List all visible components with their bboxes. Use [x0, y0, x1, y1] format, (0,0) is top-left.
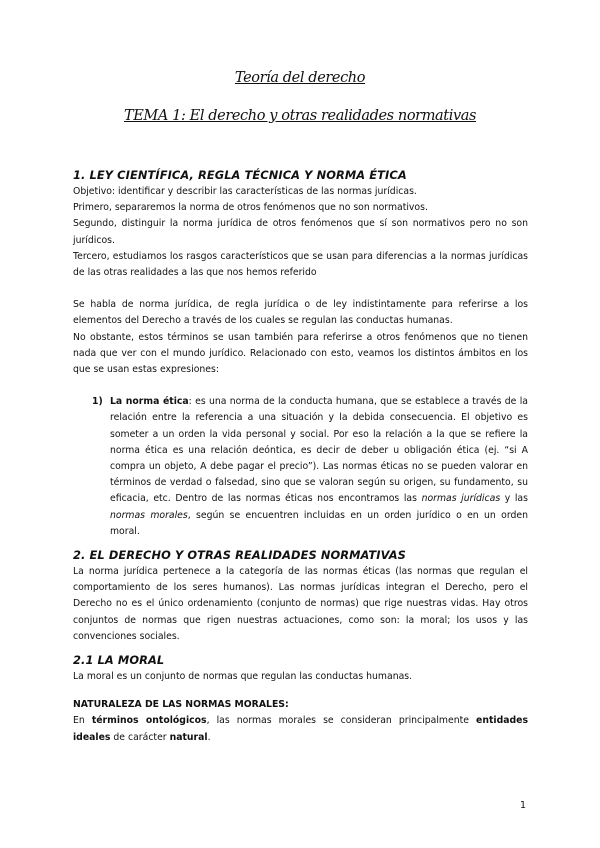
paragraph: No obstante, estos términos se usan también para referirse a otros fenómenos que no tienen nada que ver con el mundo jurídico. Relacionado con esto, veamos los distintos ámbitos en los que se usan estas expresiones: — [73, 331, 528, 376]
document-subtitle: TEMA 1: El derecho y otras realidades normativas — [123, 108, 477, 124]
list-item — [73, 394, 528, 540]
section-2-heading: 2. EL DERECHO Y OTRAS REALIDADES NORMATIVAS — [73, 548, 406, 563]
term-bold: natural — [169, 731, 208, 743]
paragraph: La norma jurídica pertenece a la categoría de las normas éticas (las normas que regulan el comportamiento de los seres humanos). Las normas jurídicas integran el Derecho, pero el Derecho no es el único ordenamiento (conjunto de normas) que rige nuestras vidas. Hay otros conjuntos de normas que rigen nuestras actuaciones, como son: la moral; los usos y las convenciones sociales. — [73, 566, 528, 642]
document-title: Teoría del derecho — [234, 70, 366, 86]
term-italic: normas jurídicas — [421, 493, 501, 505]
paragraph: Primero, separaremos la norma de otros fenómenos que no son normativos. — [73, 202, 428, 214]
document-body — [73, 166, 528, 746]
paragraph — [73, 713, 528, 745]
text-run: y las — [500, 493, 528, 505]
paragraph: Tercero, estudiamos los rasgos característicos que se usan para diferencias a la normas jurídicas de las otras realidades a las que nos hemos referido — [73, 250, 528, 279]
section-2-1-heading: 2.1 LA MORAL — [73, 653, 165, 668]
paragraph: Objetivo: identificar y describir las características de las normas jurídicas. — [73, 186, 417, 197]
section-1-heading: 1. LEY CIENTÍFICA, REGLA TÉCNICA Y NORMA ÉTICA — [73, 168, 407, 182]
paragraph: La moral es un conjunto de normas que regulan las conductas humanas. — [73, 671, 413, 683]
page-number: 1 — [520, 800, 527, 811]
text-run: , según se encuentren incluidas en un orden jurídico o en un orden moral. — [110, 509, 528, 537]
text-run: de carácter — [110, 731, 170, 743]
list-item-number: 1) — [92, 396, 103, 408]
list-item-text — [110, 394, 528, 540]
paragraph: Segundo, distinguir la norma jurídica de otros fenómenos que sí son normativos pero no son jurídicos. — [73, 218, 528, 246]
text-run: : es una norma de la conducta humana, que se establece a través de la relación entre la referencia a una situación y la debida consecuencia. El objetivo es someter a un orden la vida personal y social. Por eso la relación a la que se refiere la norma ética es una relación deóntica, es decir de deber u obligación ética (ej. “si A compra un objeto, A debe pagar el precio”). Las normas éticas no se pueden valorar en términos de verdad o falsedad, sino que se valoran según su origen, su fundamento, su eficacia, etc. Dentro de las normas éticas nos encontramos las — [110, 396, 529, 505]
text-run: . — [207, 731, 211, 743]
text-run: En — [73, 715, 92, 727]
text-run: , las normas morales se consideran principalmente — [206, 715, 477, 727]
paragraph: Se habla de norma jurídica, de regla jurídica o de ley indistintamente para referirse a los elementos del Derecho a través de los cuales se regulan las conductas humanas. — [73, 299, 528, 327]
term-bold: entidades ideales — [73, 715, 528, 743]
term-bold: términos ontológicos — [91, 715, 207, 727]
term-italic: normas morales — [110, 509, 188, 521]
subheading: NATURALEZA DE LAS NORMAS MORALES: — [73, 699, 289, 711]
term-bold: La norma ética — [110, 396, 189, 408]
spacer — [73, 281, 528, 297]
